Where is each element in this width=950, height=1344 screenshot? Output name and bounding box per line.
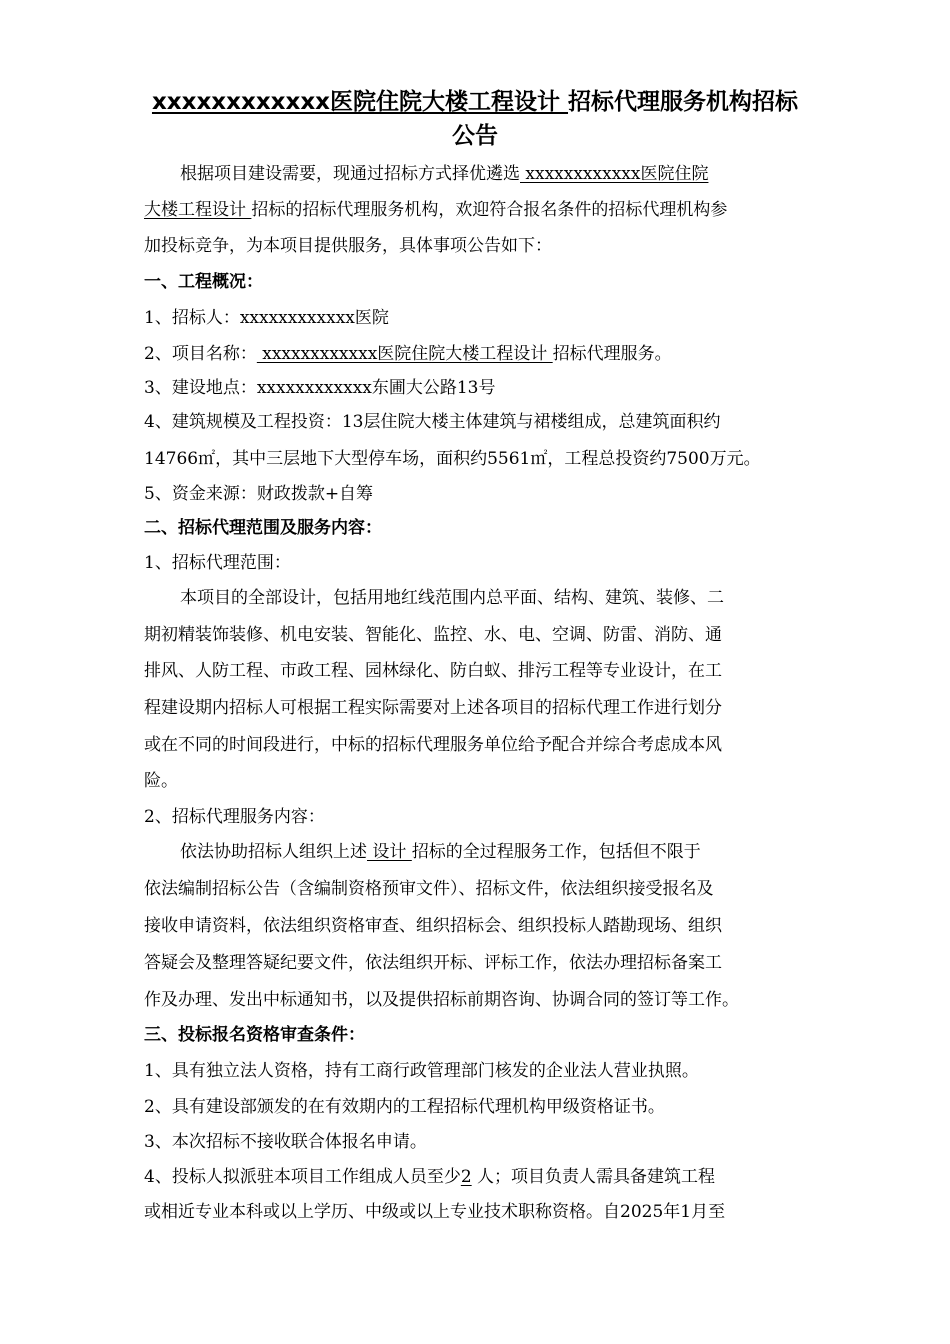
section2-p1-line: 程建设期内招标人可根据工程实际需要对上述各项目的招标代理工作进行划分 [144, 698, 722, 718]
section1-item3: 3、建设地点：xxxxxxxxxxxx东圃大公路13号 [144, 378, 496, 398]
section1-item5: 5、资金来源：财政拨款+自筹 [144, 484, 374, 504]
intro-line-3: 加投标竞争，为本项目提供服务，具体事项公告如下： [144, 236, 552, 256]
section2-p1-line: 或在不同的时间段进行，中标的招标代理服务单位给予配合并综合考虑成本风 [144, 735, 722, 755]
intro-project-blank: xxxxxxxxxxxx医院住院 [520, 164, 709, 184]
section1-item1: 1、招标人：xxxxxxxxxxxx医院 [144, 308, 389, 328]
section2-p1-line: 险。 [144, 771, 178, 791]
section2-sub1: 1、招标代理范围： [144, 553, 291, 573]
intro-line-2 [144, 198, 814, 222]
item2-rest: 招标代理服务。 [552, 344, 672, 364]
section2-p1-line: 本项目的全部设计，包括用地红线范围内总平面、结构、建筑、装修、二 [180, 588, 724, 608]
section3-item4-line2: 或相近专业本科或以上学历、中级或以上专业技术职称资格。自2025年1月至 [144, 1202, 726, 1222]
section1-item4-line1: 4、建筑规模及工程投资：13层住院大楼主体建筑与裙楼组成，总建筑面积约 [144, 412, 721, 432]
intro-line-1 [180, 162, 814, 186]
document-title-line1 [120, 86, 830, 118]
p2-text: 依法协助招标人组织上述 [180, 842, 367, 862]
section2-heading: 二、招标代理范围及服务内容： [144, 518, 382, 538]
section1-item2 [144, 342, 814, 366]
section2-p2-line: 作及办理、发出中标通知书，以及提供招标前期咨询、协调合同的签订等工作。 [144, 990, 739, 1010]
item4-staff-count: 2 [460, 1167, 472, 1187]
section1-item4-line2: 14766㎡，其中三层地下大型停车场，面积约5561㎡，工程总投资约7500万元。 [144, 449, 761, 469]
item4-text-cont: 人；项目负责人需具备建筑工程 [471, 1167, 716, 1187]
p2-text-cont: 招标的全过程服务工作，包括但不限于 [411, 842, 701, 862]
section2-sub2: 2、招标代理服务内容： [144, 807, 325, 827]
section1-heading: 一、工程概况： [144, 272, 263, 292]
item2-label: 2、项目名称： [144, 344, 257, 364]
section2-p2-line1 [180, 840, 814, 864]
intro-text: 根据项目建设需要，现通过招标方式择优遴选 [180, 164, 520, 184]
section3-heading: 三、投标报名资格审查条件： [144, 1025, 365, 1045]
item4-text: 4、投标人拟派驻本项目工作组成人员至少 [144, 1167, 461, 1187]
p2-design-blank: 设计 [367, 842, 412, 862]
title-rest: 招标代理服务机构招标 [568, 89, 799, 115]
document-title-line2: 公告 [452, 123, 498, 149]
section2-p2-line: 依法编制招标公告（含编制资格预审文件）、招标文件，依法组织接受报名及 [144, 879, 714, 899]
section3-item2: 2、具有建设部颁发的在有效期内的工程招标代理机构甲级资格证书。 [144, 1097, 665, 1117]
section3-item3: 3、本次招标不接收联合体报名申请。 [144, 1132, 427, 1152]
intro-text-cont: 招标的招标代理服务机构，欢迎符合报名条件的招标代理机构参 [251, 200, 728, 220]
intro-project-blank-cont: 大楼工程设计 [144, 200, 252, 220]
section2-p2-line: 答疑会及整理答疑纪要文件，依法组织开标、评标工作，依法办理招标备案工 [144, 953, 722, 973]
section3-item4-line1 [144, 1165, 814, 1189]
item2-project-blank: xxxxxxxxxxxx医院住院大楼工程设计 [256, 344, 553, 364]
section2-p1-line: 期初精装饰装修、机电安装、智能化、监控、水、电、空调、防雷、消防、通 [144, 625, 722, 645]
section2-p2-line: 接收申请资料，依法组织资格审查、组织招标会、组织投标人踏勘现场、组织 [144, 916, 722, 936]
section3-item1: 1、具有独立法人资格，持有工商行政管理部门核发的企业法人营业执照。 [144, 1061, 699, 1081]
section2-p1-line: 排风、人防工程、市政工程、园林绿化、防白蚁、排污工程等专业设计，在工 [144, 661, 722, 681]
title-project-name: xxxxxxxxxxxx医院住院大楼工程设计 [151, 89, 569, 115]
